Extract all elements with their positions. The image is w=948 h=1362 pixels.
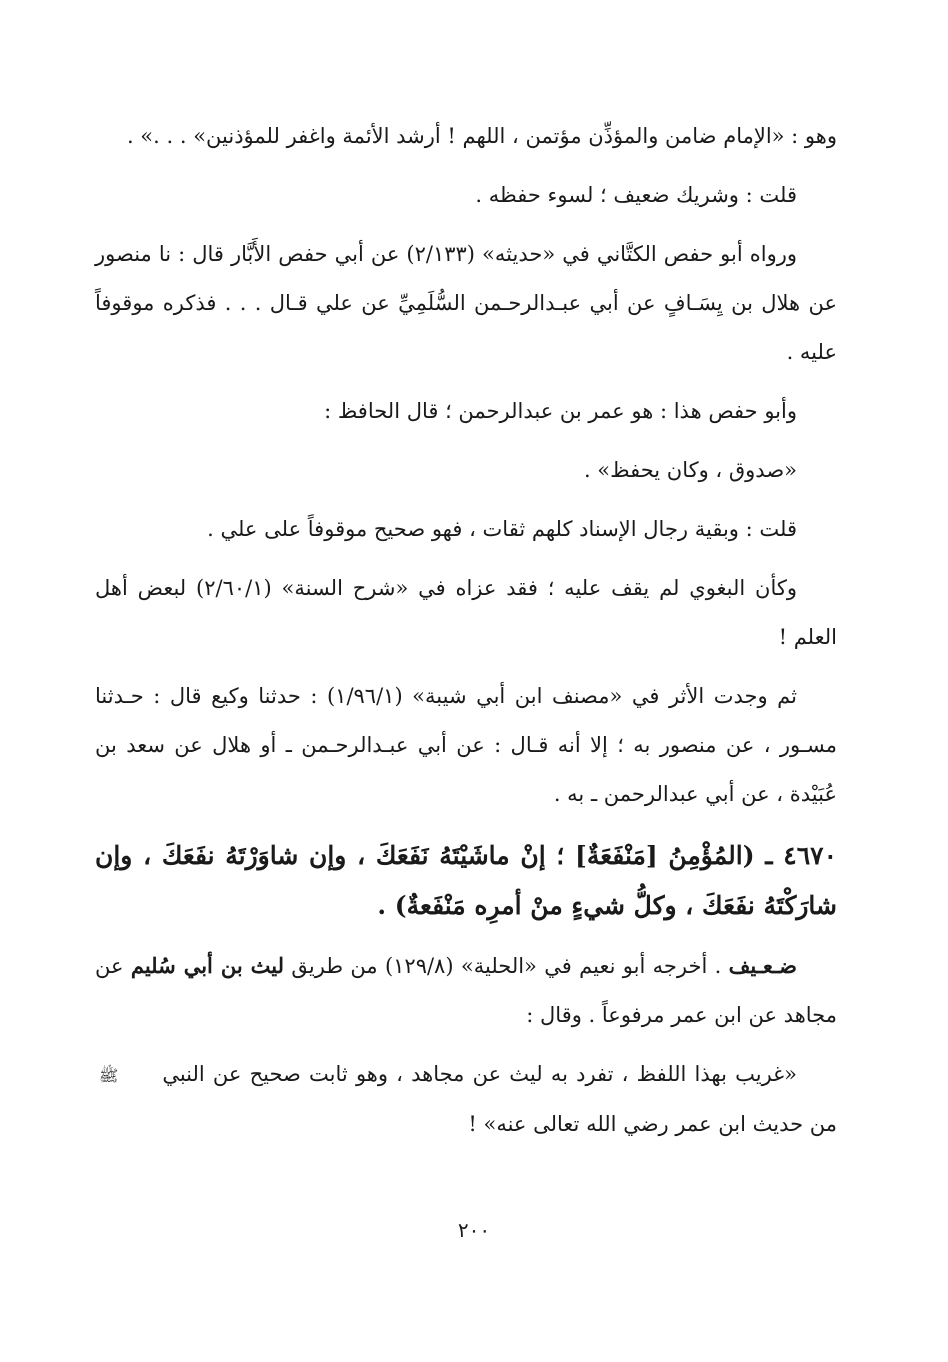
paragraph-2: قلت : وشريك ضعيف ؛ لسوء حفظه . — [475, 183, 797, 207]
quote-paragraph — [95, 1050, 837, 1149]
paragraph-1: وهو : «الإمام ضامن والمؤذِّن مؤتمن ، اللهم ! أرشد الأئمة واغفر للمؤذنين» . . .» . — [126, 124, 837, 148]
narrator-name: ليث بن أبي سُليم — [130, 953, 285, 978]
quote-text: «غريب بهذا اللفظ ، تفرد به ليث عن مجاهد ، وهو ثابت صحيح عن النبي — [162, 1062, 797, 1086]
takhrij-paragraph — [95, 941, 837, 1040]
takhrij-rest: عن مجاهد عن ابن عمر مرفوعاً . وقال : — [95, 954, 837, 1027]
page-body — [95, 112, 837, 1159]
paragraph-8: ثم وجدت الأثر في «مصنف ابن أبي شيبة» (١/٩٦/١) : حدثنا وكيع قال : حـدثنا مسـور ، عن منصور به ؛ إلا أنه قـال : عن أبي عبـدالرحـمن ـ أو هلال عن سعد بن عُبَيْدة ، عن أبي عبدالرحمن ـ به . — [95, 684, 837, 806]
paragraph-5: «صدوق ، وكان يحفظ» . — [583, 458, 797, 482]
salla-glyph: ﷺ — [99, 1066, 119, 1085]
paragraph-7: وكأن البغوي لم يقف عليه ؛ فقد عزاه في «شرح السنة» (٢/٦٠/١) لبعض أهل العلم ! — [95, 576, 837, 649]
takhrij-text: . أخرجه أبو نعيم في «الحلية» (١٢٩/٨) من طريق — [284, 954, 729, 978]
page-number: ٢٠٠ — [457, 1218, 491, 1242]
quote-text-2: من حديث ابن عمر رضي الله تعالى عنه» ! — [468, 1112, 837, 1136]
paragraph-3: ورواه أبو حفص الكتَّاني في «حديثه» (٢/١٣٣) عن أبي حفص الأَبَّار قال : نا منصور عن هلال بن يِسَـافٍ عن أبي عبـدالرحـمن السُّلَمِيِّ عن علي قـال . . . فذكره موقوفاً عليه . — [95, 242, 837, 364]
hadith-heading: ٤٦٧٠ ـ (المُؤْمِنُ [مَنْفَعَةٌ] ؛ إنْ ماشَيْتَهُ نَفَعَكَ ، وإن شاوَرْتَهُ نفَعَكَ ، وإن شارَكْتَهُ نفَعَكَ ، وكلُّ شيءٍ منْ أمرِه مَنْفَعةٌ) . — [95, 841, 837, 920]
paragraph-4: وأبو حفص هذا : هو عمر بن عبدالرحمن ؛ قال الحافظ : — [324, 399, 797, 423]
paragraph-6: قلت : وبقية رجال الإسناد كلهم ثقات ، فهو صحيح موقوفاً على علي . — [207, 517, 797, 541]
grading-label: ضـعـيف — [728, 953, 797, 978]
